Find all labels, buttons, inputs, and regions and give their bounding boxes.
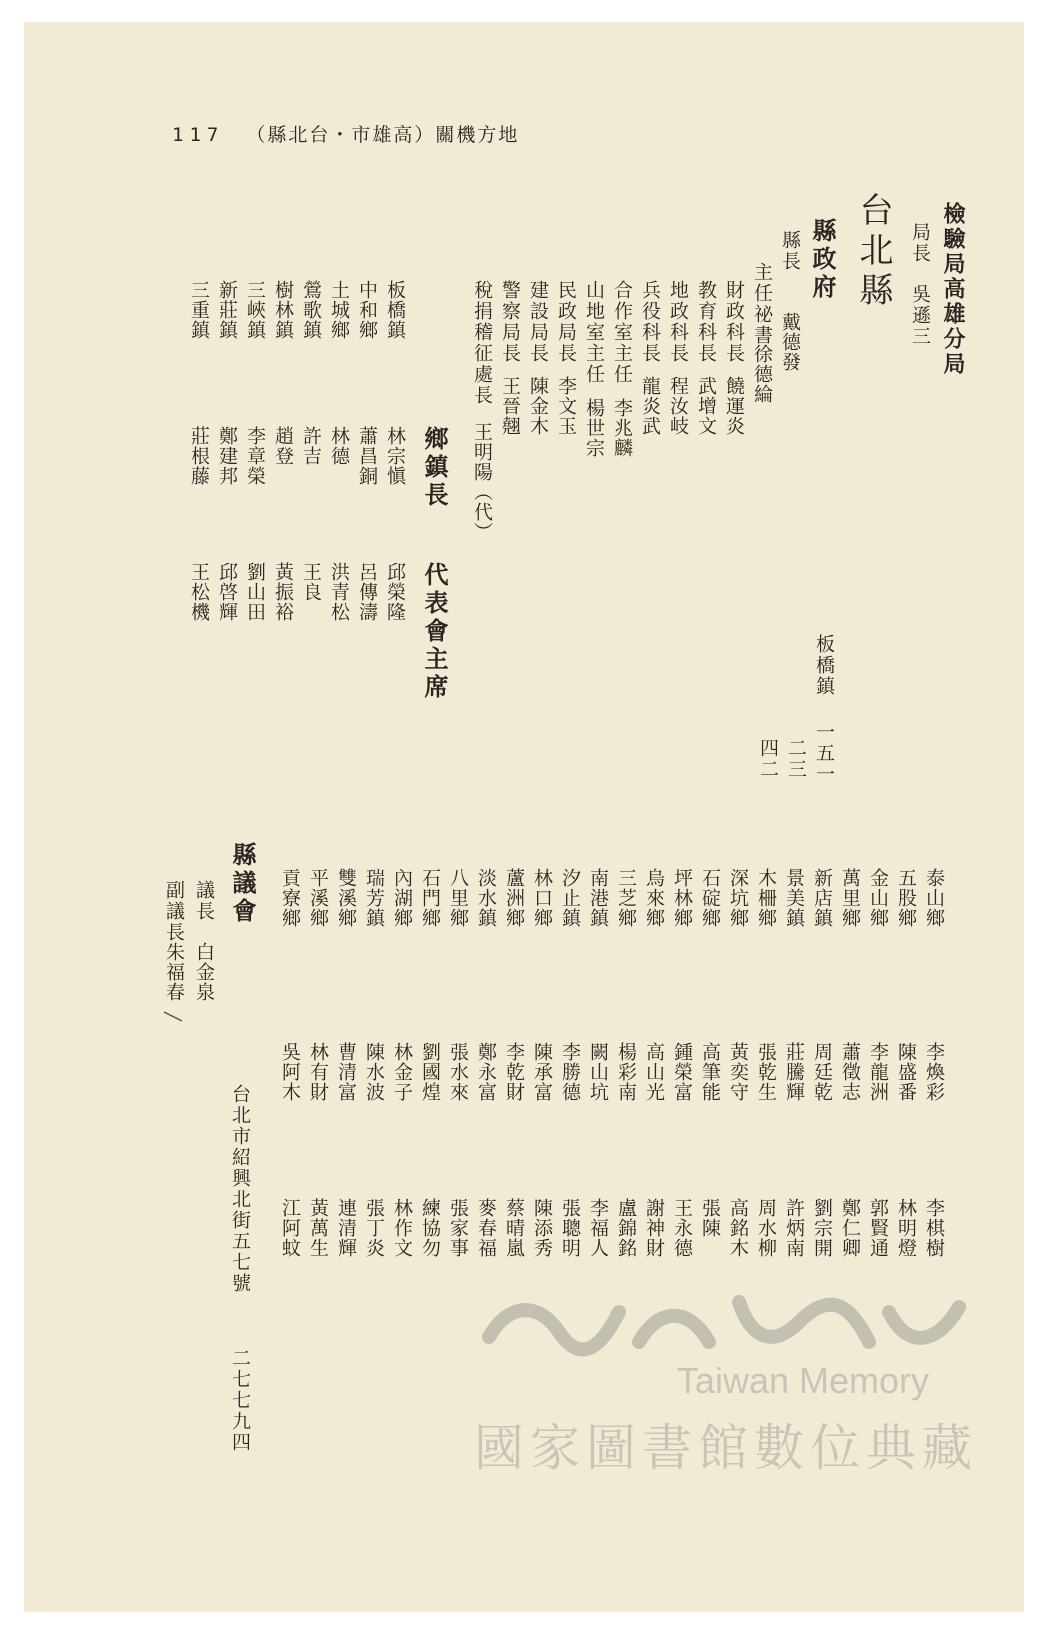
county-council-address: 台北市紹興北街五七號 xyxy=(229,1084,251,1294)
township-chief: 周廷乾 xyxy=(811,1042,833,1102)
council-chair: 盧錦銘 xyxy=(615,1198,637,1258)
township-name: 新店鎮 xyxy=(811,868,833,928)
township-name: 木柵鄉 xyxy=(755,868,777,928)
township-chief: 林德 xyxy=(328,426,350,466)
council-chair: 練協勿 xyxy=(419,1198,441,1258)
calligraphy-logo-icon xyxy=(449,1282,969,1372)
council-chair: 鄭仁卿 xyxy=(839,1198,861,1258)
staff-name: 李兆麟 xyxy=(611,398,633,458)
book-page xyxy=(24,22,1024,1612)
staff-title: 兵役科長 xyxy=(639,280,661,364)
township-name: 平溪鄉 xyxy=(307,868,329,928)
running-header xyxy=(172,120,519,147)
watermark-chinese: 國家圖書館數位典藏 xyxy=(474,1420,978,1476)
county-gov-heading: 縣政府 xyxy=(808,218,837,302)
bureau-director-name: 吳遜三 xyxy=(909,284,931,347)
township-name: 金山鄉 xyxy=(867,868,889,928)
county-gov-address: 板橋鎮 xyxy=(813,634,835,697)
township-chief: 楊彩南 xyxy=(615,1042,637,1102)
township-chief: 黃奕守 xyxy=(727,1042,749,1102)
council-chair: 郭賢通 xyxy=(867,1198,889,1258)
township-chief: 莊騰輝 xyxy=(783,1042,805,1102)
header-title: （縣北台・市雄高）關機方地 xyxy=(246,124,520,146)
staff-name: 王晉翹 xyxy=(499,376,521,436)
chief-header: 鄉鎮長 xyxy=(420,426,449,510)
council-chair: 洪青松 xyxy=(328,562,350,622)
township-chief: 李乾財 xyxy=(503,1042,525,1102)
township-chief: 許吉 xyxy=(300,426,322,466)
council-chair: 許炳南 xyxy=(783,1198,805,1258)
county-gov-phone: 四二 xyxy=(757,738,779,780)
township-name: 三峽鎮 xyxy=(244,280,266,340)
township-name: 瑞芳鎮 xyxy=(363,868,385,928)
speaker-name: 白金泉 xyxy=(193,942,215,1002)
council-chair: 周水柳 xyxy=(755,1198,777,1258)
council-chair: 高銘木 xyxy=(727,1198,749,1258)
township-chief: 吳阿木 xyxy=(279,1042,301,1102)
staff-name: 龍炎武 xyxy=(639,376,661,436)
staff-title: 民政局長 xyxy=(555,280,577,364)
county-council-phone: 二七七九四 xyxy=(229,1348,251,1453)
staff-title: 建設局長 xyxy=(527,280,549,364)
pen-mark xyxy=(162,1010,186,1024)
council-chair: 劉山田 xyxy=(244,562,266,622)
council-chair: 張陳 xyxy=(699,1198,721,1238)
township-chief: 李煥彩 xyxy=(923,1042,945,1102)
council-chair: 王松機 xyxy=(188,562,210,622)
library-watermark xyxy=(449,1282,1009,1482)
township-name: 淡水鎮 xyxy=(475,868,497,928)
township-chief: 闕山坑 xyxy=(587,1042,609,1102)
township-name: 汐止鎮 xyxy=(559,868,581,928)
staff-title: 稅捐稽征處長 xyxy=(471,280,493,406)
watermark-english: Taiwan Memory xyxy=(676,1360,929,1401)
township-chief: 李勝德 xyxy=(559,1042,581,1102)
staff-name: 戴德發 xyxy=(779,312,801,372)
council-chair: 邱啓輝 xyxy=(216,562,238,622)
bureau-director-title: 局長 xyxy=(909,222,931,264)
staff-name: 饒運炎 xyxy=(723,376,745,436)
speaker-title: 議長 xyxy=(193,880,215,922)
council-chair: 麥春福 xyxy=(475,1198,497,1258)
township-name: 蘆洲鄉 xyxy=(503,868,525,928)
township-chief: 鄭永富 xyxy=(475,1042,497,1102)
staff-title: 地政科長 xyxy=(667,280,689,364)
township-chief: 鍾榮富 xyxy=(671,1042,693,1102)
staff-name: 陳金木 xyxy=(527,376,549,436)
township-chief: 李龍洲 xyxy=(867,1042,889,1102)
township-name: 新莊鎮 xyxy=(216,280,238,340)
council-chair: 連清輝 xyxy=(335,1198,357,1258)
township-name: 五股鄉 xyxy=(895,868,917,928)
staff-name: 徐德綸 xyxy=(751,344,773,404)
township-name: 樹林鎮 xyxy=(272,280,294,340)
township-chief: 劉國煌 xyxy=(419,1042,441,1102)
staff-name: 李文玉 xyxy=(555,376,577,436)
township-name: 深坑鄉 xyxy=(727,868,749,928)
council-chair: 黃振裕 xyxy=(272,562,294,622)
bureau-name: 檢驗局高雄分局 xyxy=(940,202,966,377)
township-chief: 張水來 xyxy=(447,1042,469,1102)
deputy-speaker-title: 副議長 xyxy=(163,880,185,943)
township-name: 石門鄉 xyxy=(419,868,441,928)
township-chief: 莊根藤 xyxy=(188,426,210,486)
staff-name: 程汝岐 xyxy=(667,376,689,436)
township-chief: 李章榮 xyxy=(244,426,266,486)
county-council-heading: 縣議會 xyxy=(228,842,257,926)
township-name: 泰山鄉 xyxy=(923,868,945,928)
township-chief: 陳盛番 xyxy=(895,1042,917,1102)
council-chair: 王永德 xyxy=(671,1198,693,1258)
page-number: 117 xyxy=(172,124,225,146)
staff-title: 主任祕書 xyxy=(751,262,773,346)
township-name: 鶯歌鎮 xyxy=(300,280,322,340)
council-chair: 李棋樹 xyxy=(923,1198,945,1258)
township-chief: 高筆能 xyxy=(699,1042,721,1102)
deputy-speaker-name: 朱福春 xyxy=(163,942,185,1002)
township-chief: 陳水波 xyxy=(363,1042,385,1102)
council-chair: 謝神財 xyxy=(643,1198,665,1258)
township-name: 三芝鄉 xyxy=(615,868,637,928)
township-name: 中和鄉 xyxy=(356,280,378,340)
council-chair: 江阿蚊 xyxy=(279,1198,301,1258)
staff-title: 山地室主任 xyxy=(583,280,605,385)
council-chair-header: 代表會主席 xyxy=(420,562,449,702)
township-chief: 高山光 xyxy=(643,1042,665,1102)
township-name: 南港鎮 xyxy=(587,868,609,928)
township-name: 雙溪鄉 xyxy=(335,868,357,928)
council-chair: 李福人 xyxy=(587,1198,609,1258)
staff-name: 王明陽（代） xyxy=(471,422,493,542)
council-chair: 陳添秀 xyxy=(531,1198,553,1258)
staff-title: 警察局長 xyxy=(499,280,521,364)
township-chief: 張乾生 xyxy=(755,1042,777,1102)
county-gov-phone: 一五一 xyxy=(813,722,835,785)
staff-title: 合作室主任 xyxy=(611,280,633,385)
council-chair: 劉宗開 xyxy=(811,1198,833,1258)
township-name: 石碇鄉 xyxy=(699,868,721,928)
township-name: 土城鄉 xyxy=(328,280,350,340)
township-name: 坪林鄉 xyxy=(671,868,693,928)
county-name: 台北縣 xyxy=(853,192,893,312)
council-chair: 王良 xyxy=(300,562,322,602)
township-name: 林口鄉 xyxy=(531,868,553,928)
township-name: 板橋鎮 xyxy=(384,280,406,340)
township-chief: 林金子 xyxy=(391,1042,413,1102)
council-chair: 林明燈 xyxy=(895,1198,917,1258)
township-name: 烏來鄉 xyxy=(643,868,665,928)
council-chair: 張家事 xyxy=(447,1198,469,1258)
township-chief: 鄭建邦 xyxy=(216,426,238,486)
township-chief: 林宗愼 xyxy=(384,426,406,486)
township-chief: 蕭昌銅 xyxy=(356,426,378,486)
township-name: 景美鎮 xyxy=(783,868,805,928)
council-chair: 林作文 xyxy=(391,1198,413,1258)
council-chair: 邱榮隆 xyxy=(384,562,406,622)
township-name: 內湖鄉 xyxy=(391,868,413,928)
council-chair: 呂傳濤 xyxy=(356,562,378,622)
township-chief: 蕭徵志 xyxy=(839,1042,861,1102)
township-chief: 趙登 xyxy=(272,426,294,466)
township-chief: 曹清富 xyxy=(335,1042,357,1102)
township-name: 萬里鄉 xyxy=(839,868,861,928)
township-name: 貢寮鄉 xyxy=(279,868,301,928)
township-name: 八里鄉 xyxy=(447,868,469,928)
staff-name: 武增文 xyxy=(695,376,717,436)
staff-title: 教育科長 xyxy=(695,280,717,364)
staff-title: 財政科長 xyxy=(723,280,745,364)
council-chair: 蔡晴嵐 xyxy=(503,1198,525,1258)
council-chair: 黃萬生 xyxy=(307,1198,329,1258)
township-chief: 林有財 xyxy=(307,1042,329,1102)
council-chair: 張聰明 xyxy=(559,1198,581,1258)
township-chief: 陳承富 xyxy=(531,1042,553,1102)
staff-title: 縣長 xyxy=(779,230,801,272)
township-name: 三重鎮 xyxy=(188,280,210,340)
council-chair: 張丁炎 xyxy=(363,1198,385,1258)
staff-name: 楊世宗 xyxy=(583,398,605,458)
county-gov-phone: 二三 xyxy=(785,738,807,780)
